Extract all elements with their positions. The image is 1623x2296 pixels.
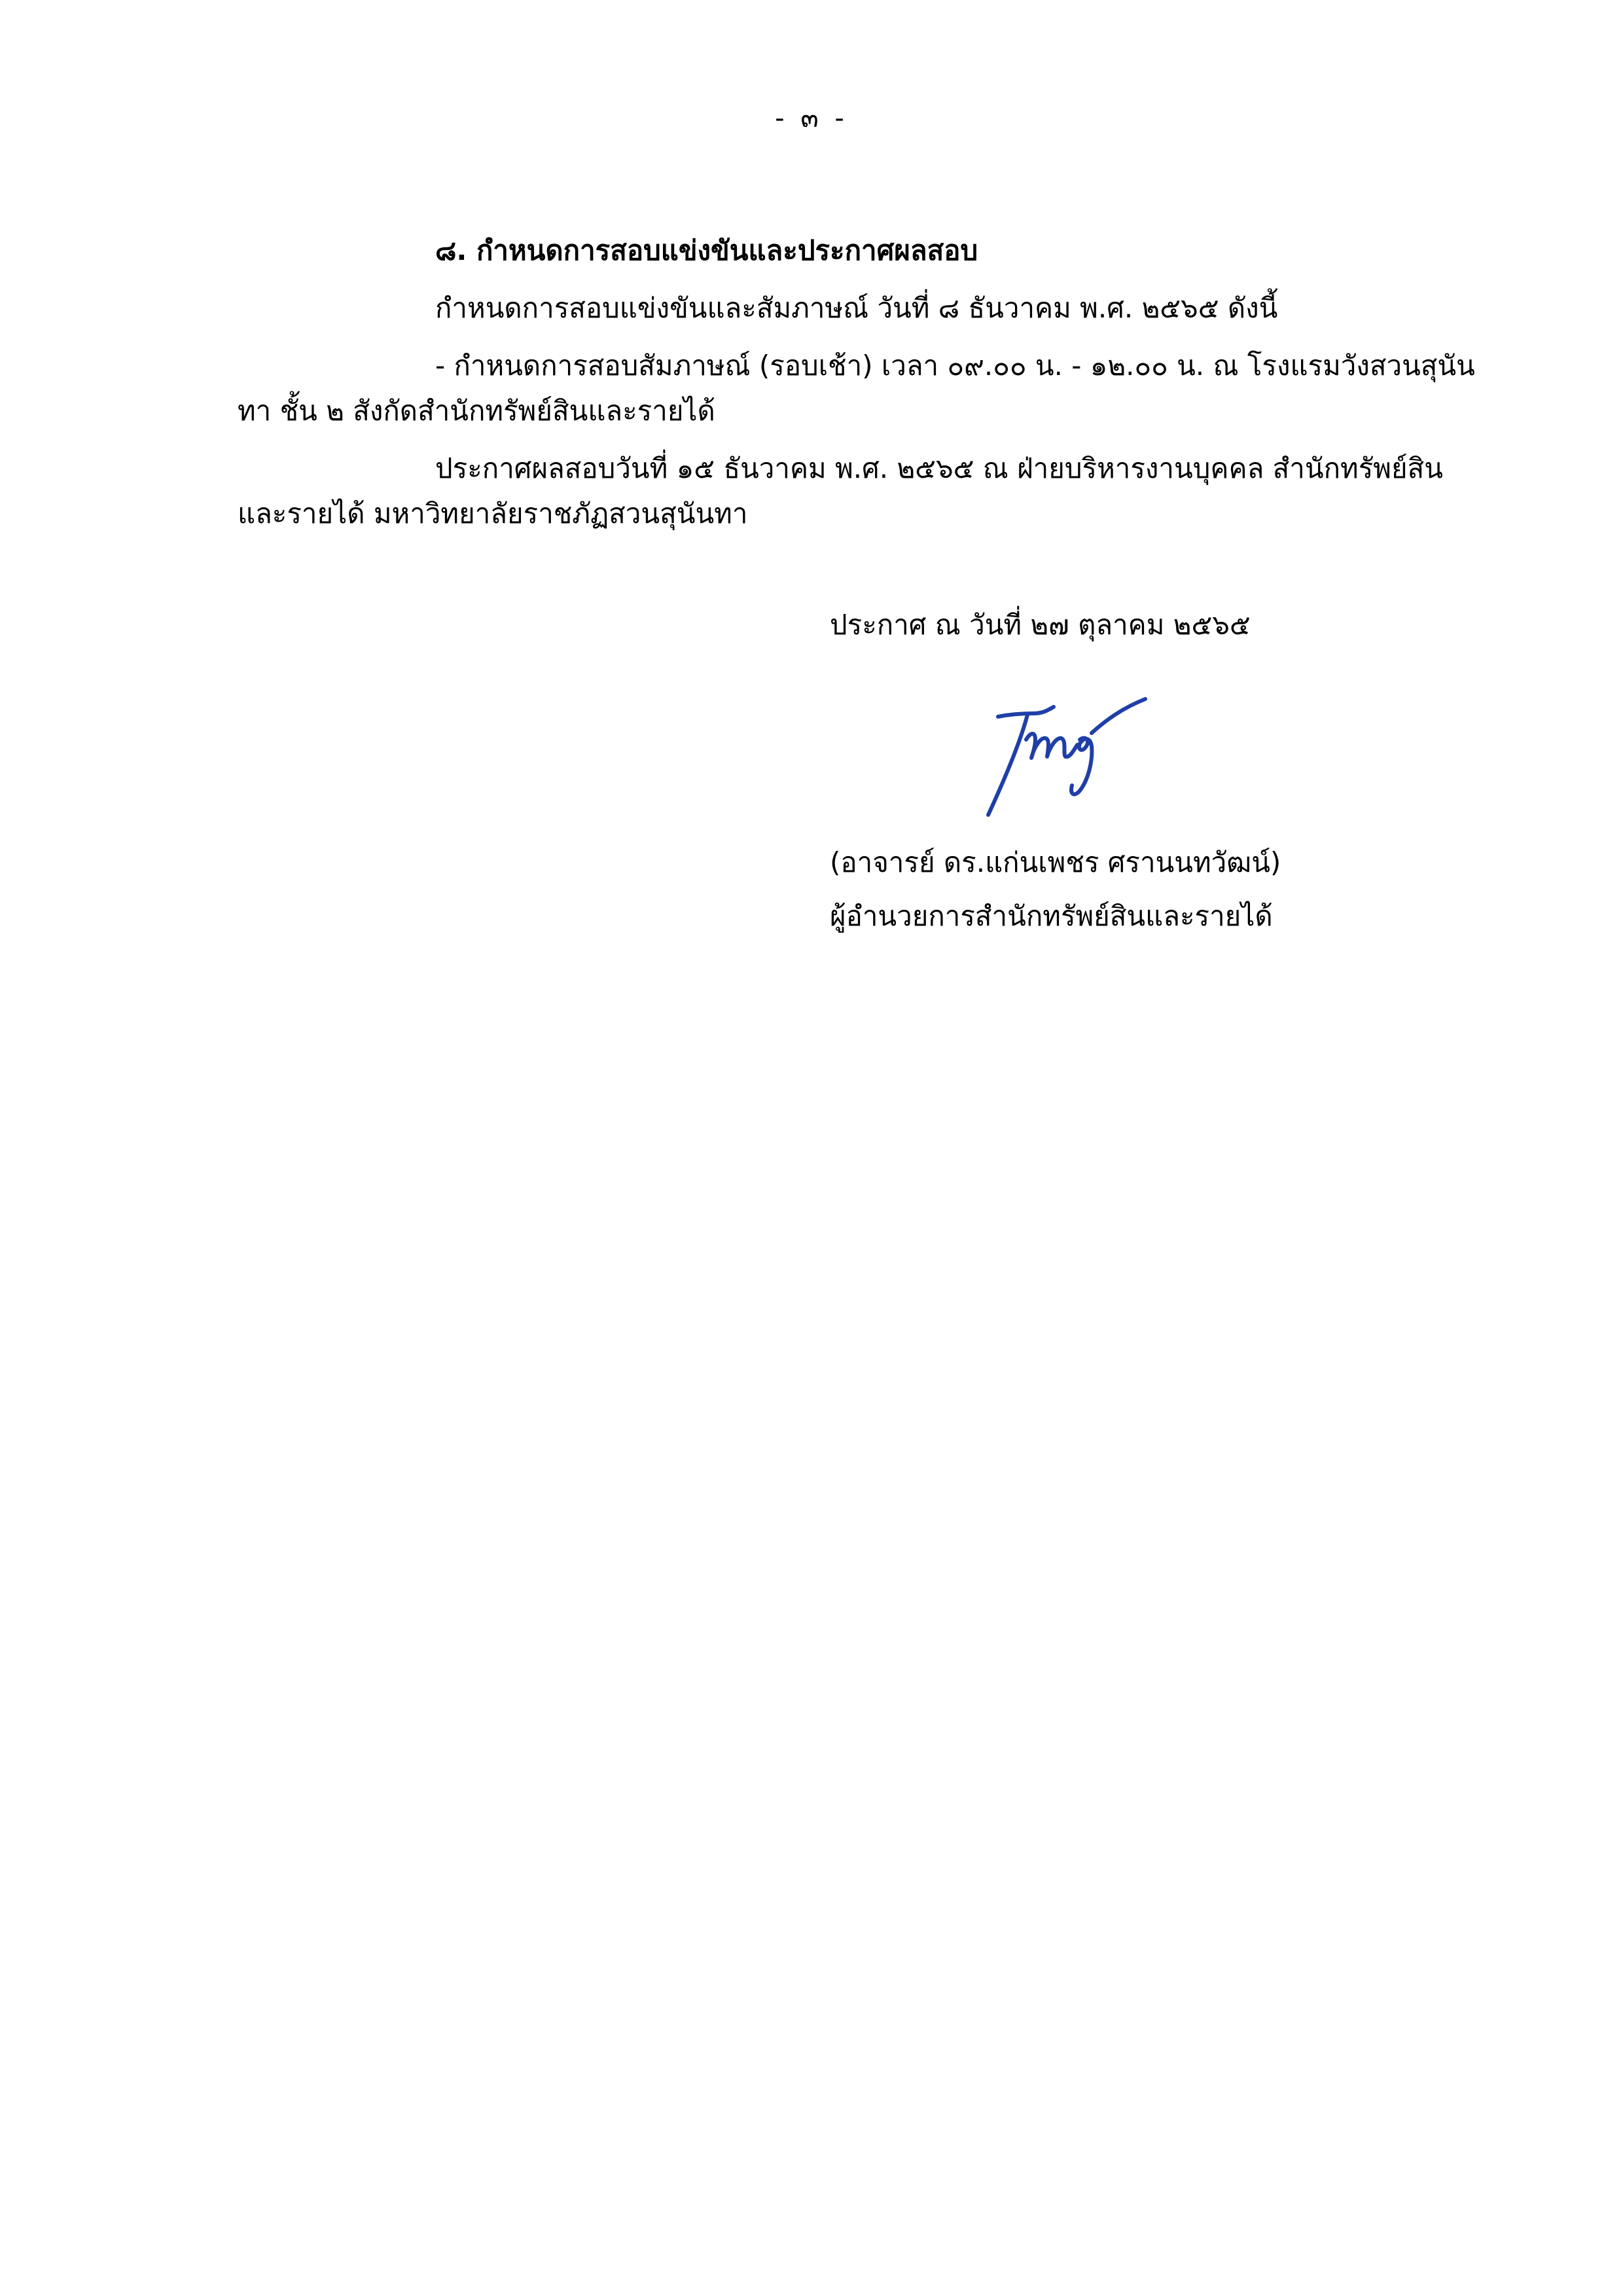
paragraph-schedule: กำหนดการสอบแข่งขันและสัมภาษณ์ วันที่ ๘ ธันวาคม พ.ศ. ๒๕๖๕ ดังนี้ — [435, 292, 1278, 324]
section-heading: ๘. กำหนดการสอบแข่งขันและประกาศผลสอบ — [435, 234, 978, 266]
page-number: - ๓ - — [775, 103, 848, 134]
paragraph-interview-line-1: - กำหนดการสอบสัมภาษณ์ (รอบเช้า) เวลา ๐๙.๐๐ น. - ๑๒.๐๐ น. ณ โรงแรมวังสวนสุนัน — [435, 350, 1475, 382]
signatory-title: ผู้อำนวยการสำนักทรัพย์สินและรายได้ — [830, 900, 1273, 932]
signature-image — [982, 694, 1158, 825]
announcement-date: ประกาศ ณ วันที่ ๒๗ ตุลาคม ๒๕๖๕ — [830, 609, 1251, 641]
paragraph-results-line-1: ประกาศผลสอบวันที่ ๑๕ ธันวาคม พ.ศ. ๒๕๖๕ ณ ฝ่ายบริหารงานบุคคล สำนักทรัพย์สิน — [435, 452, 1443, 484]
signatory-name: (อาจารย์ ดร.แก่นเพชร ศรานนทวัฒน์) — [830, 846, 1281, 878]
paragraph-results-line-2: และรายได้ มหาวิทยาลัยราชภัฏสวนสุนันทา — [238, 497, 748, 529]
paragraph-interview-line-2: ทา ชั้น ๒ สังกัดสำนักทรัพย์สินและรายได้ — [238, 395, 715, 427]
